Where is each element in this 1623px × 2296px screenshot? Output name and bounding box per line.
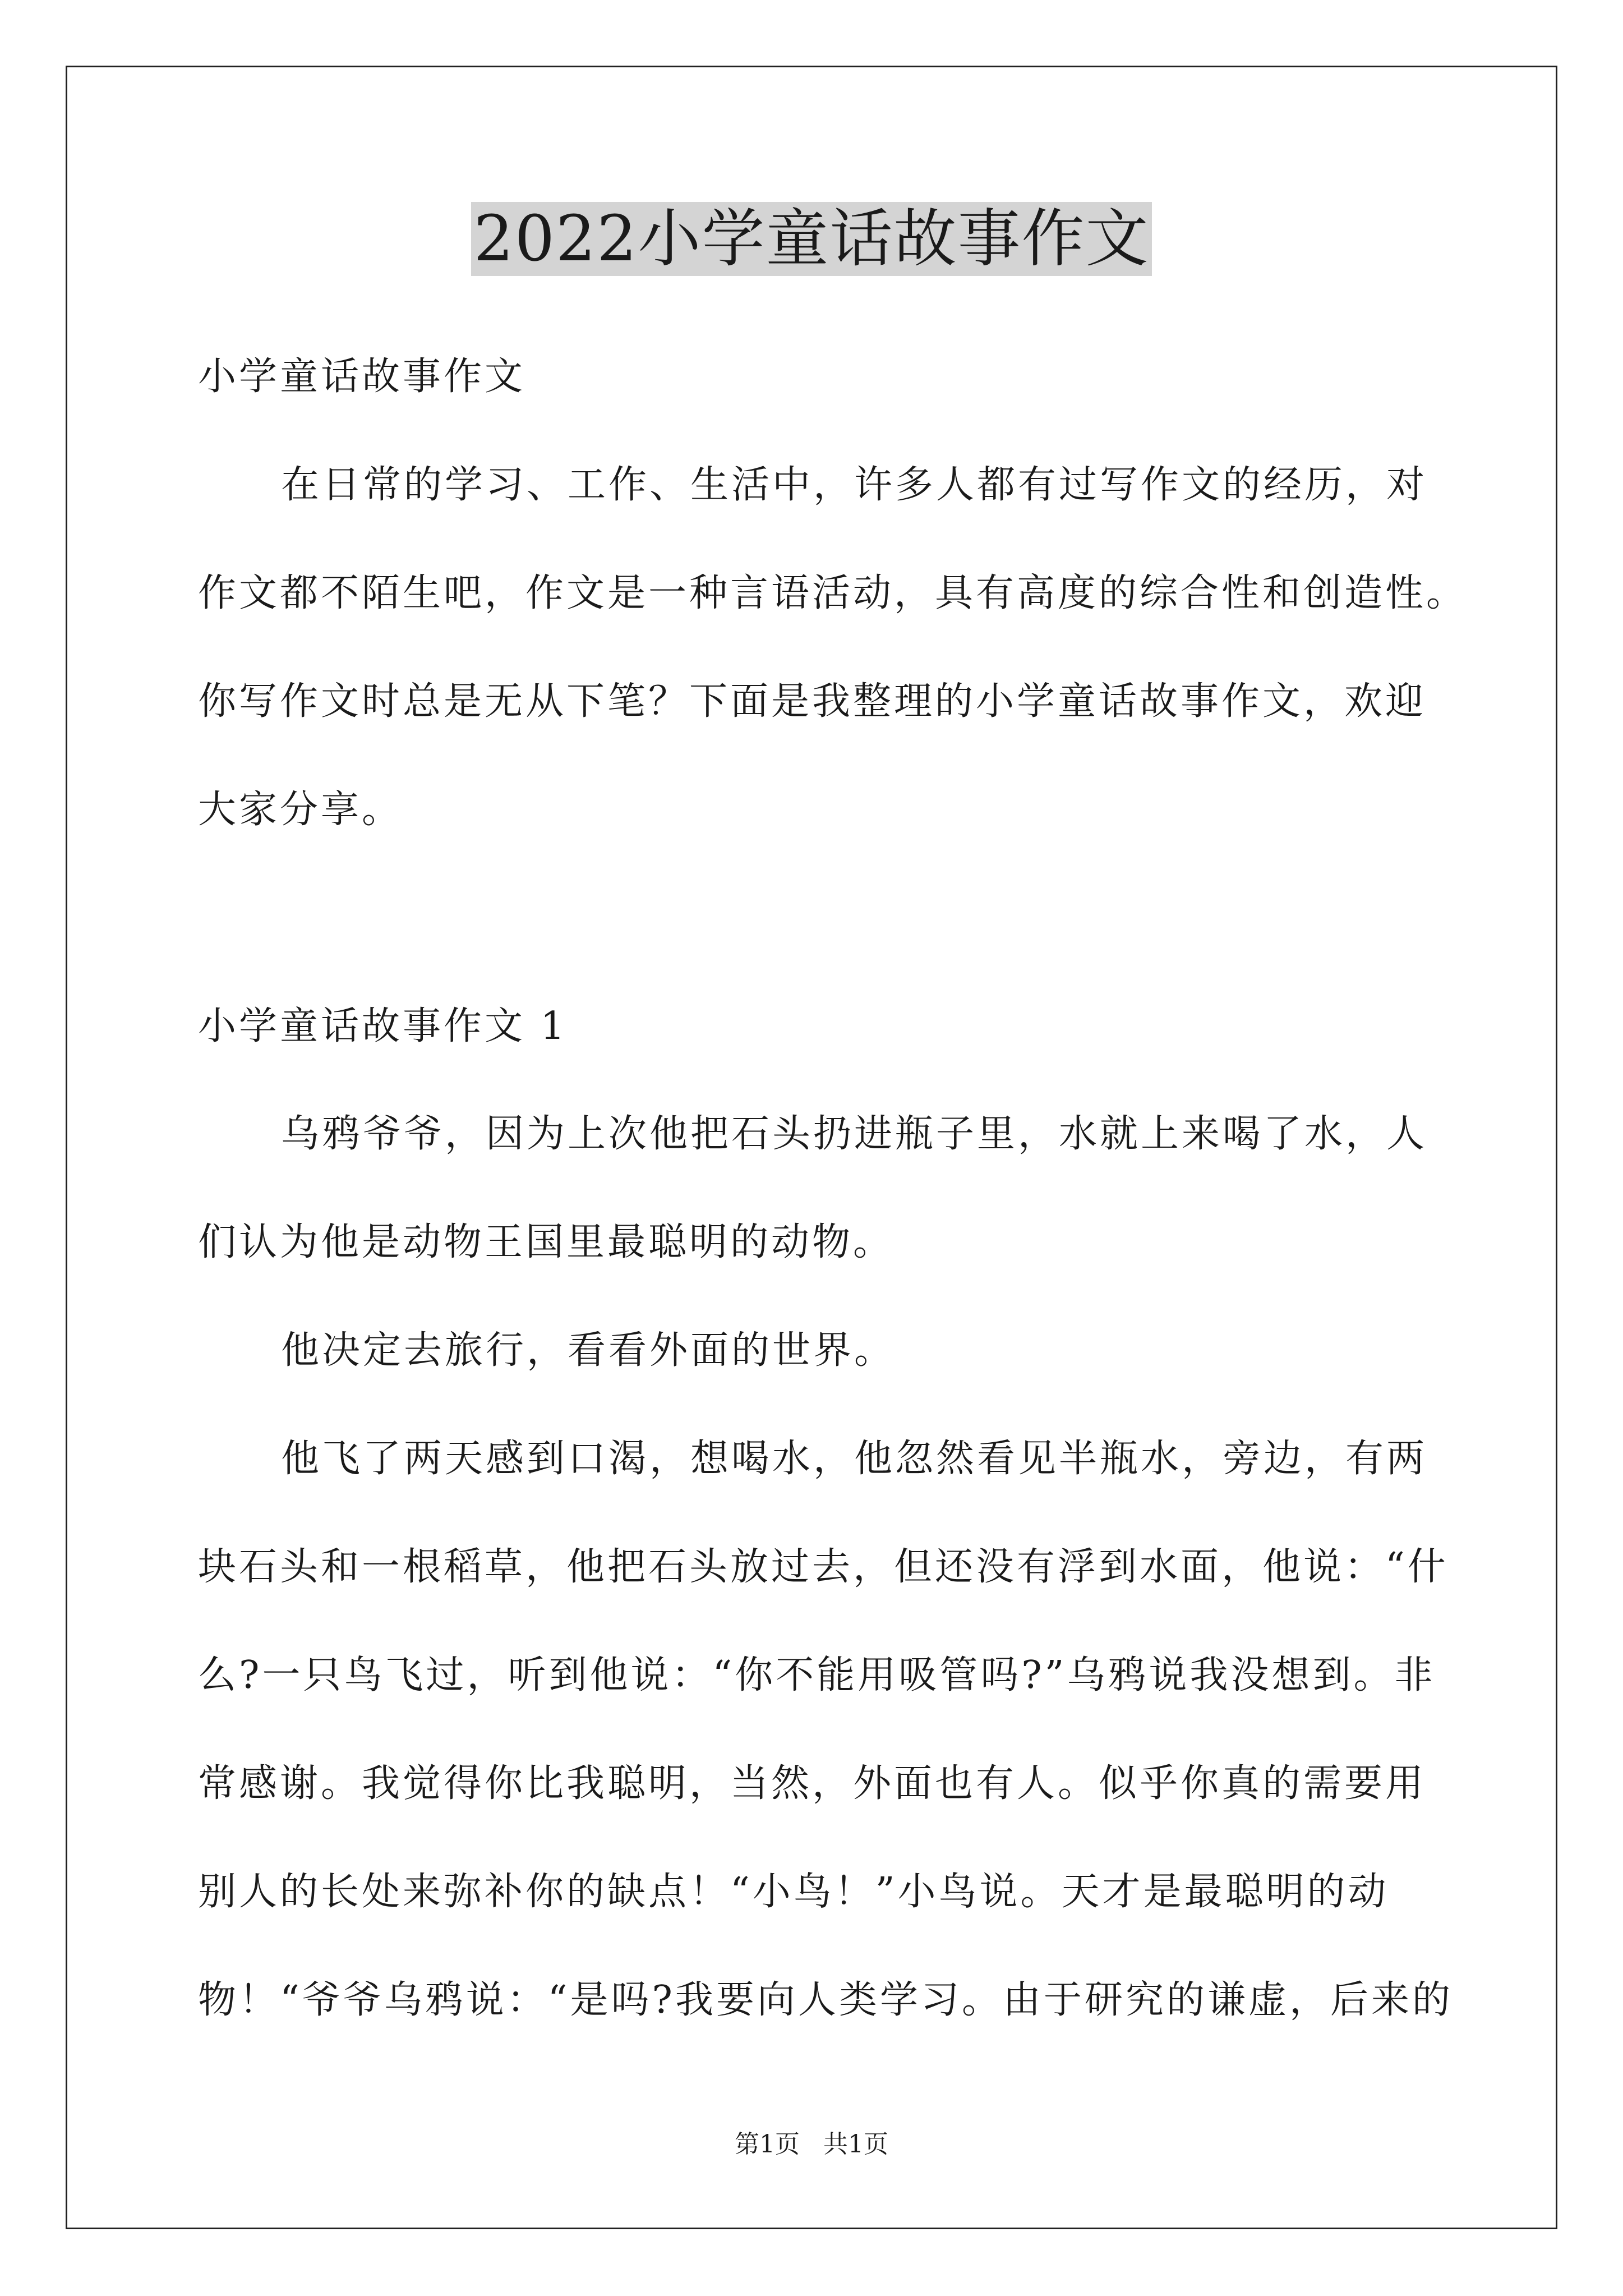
intro-line-4: 大家分享。 <box>198 788 403 832</box>
page-total: 共1页 <box>823 2130 888 2159</box>
story-line-1: 乌鸦爷爷，因为上次他把石头扔进瓶子里，水就上来喝了水，人 <box>281 1112 1428 1156</box>
story-line-8: 别人的长处来弥补你的缺点！“小鸟！”小鸟说。天才是最聪明的动 <box>198 1870 1389 1914</box>
subtitle: 小学童话故事作文 <box>198 355 526 399</box>
story-line-2: 们认为他是动物王国里最聪明的动物。 <box>198 1220 895 1264</box>
story-line-5: 块石头和一根稻草，他把石头放过去，但还没有浮到水面，他说：“什 <box>198 1545 1449 1589</box>
story-line-4: 他飞了两天感到口渴，想喝水，他忽然看见半瓶水，旁边，有两 <box>281 1437 1428 1481</box>
page-number: 第1页 <box>735 2130 800 2159</box>
intro-line-1: 在日常的学习、工作、生活中，许多人都有过写作文的经历，对 <box>281 463 1428 507</box>
intro-line-3: 你写作文时总是无从下笔？下面是我整理的小学童话故事作文，欢迎 <box>198 679 1427 724</box>
story-line-6: 么?一只鸟飞过，听到他说：“你不能用吸管吗?”乌鸦说我没想到。非 <box>198 1653 1436 1697</box>
story-line-7: 常感谢。我觉得你比我聪明，当然，外面也有人。似乎你真的需要用 <box>198 1761 1427 1806</box>
section-heading: 小学童话故事作文 1 <box>198 1004 568 1048</box>
page-footer <box>0 2129 1623 2160</box>
story-line-9: 物！“爷爷乌鸦说：“是吗?我要向人类学习。由于研究的谦虚，后来的 <box>198 1978 1453 2022</box>
intro-line-2: 作文都不陌生吧，作文是一种言语活动，具有高度的综合性和创造性。 <box>198 571 1468 615</box>
document-title: 2022小学童话故事作文 <box>471 202 1151 276</box>
title-container <box>0 202 1623 276</box>
story-line-3: 他决定去旅行，看看外面的世界。 <box>281 1328 896 1373</box>
